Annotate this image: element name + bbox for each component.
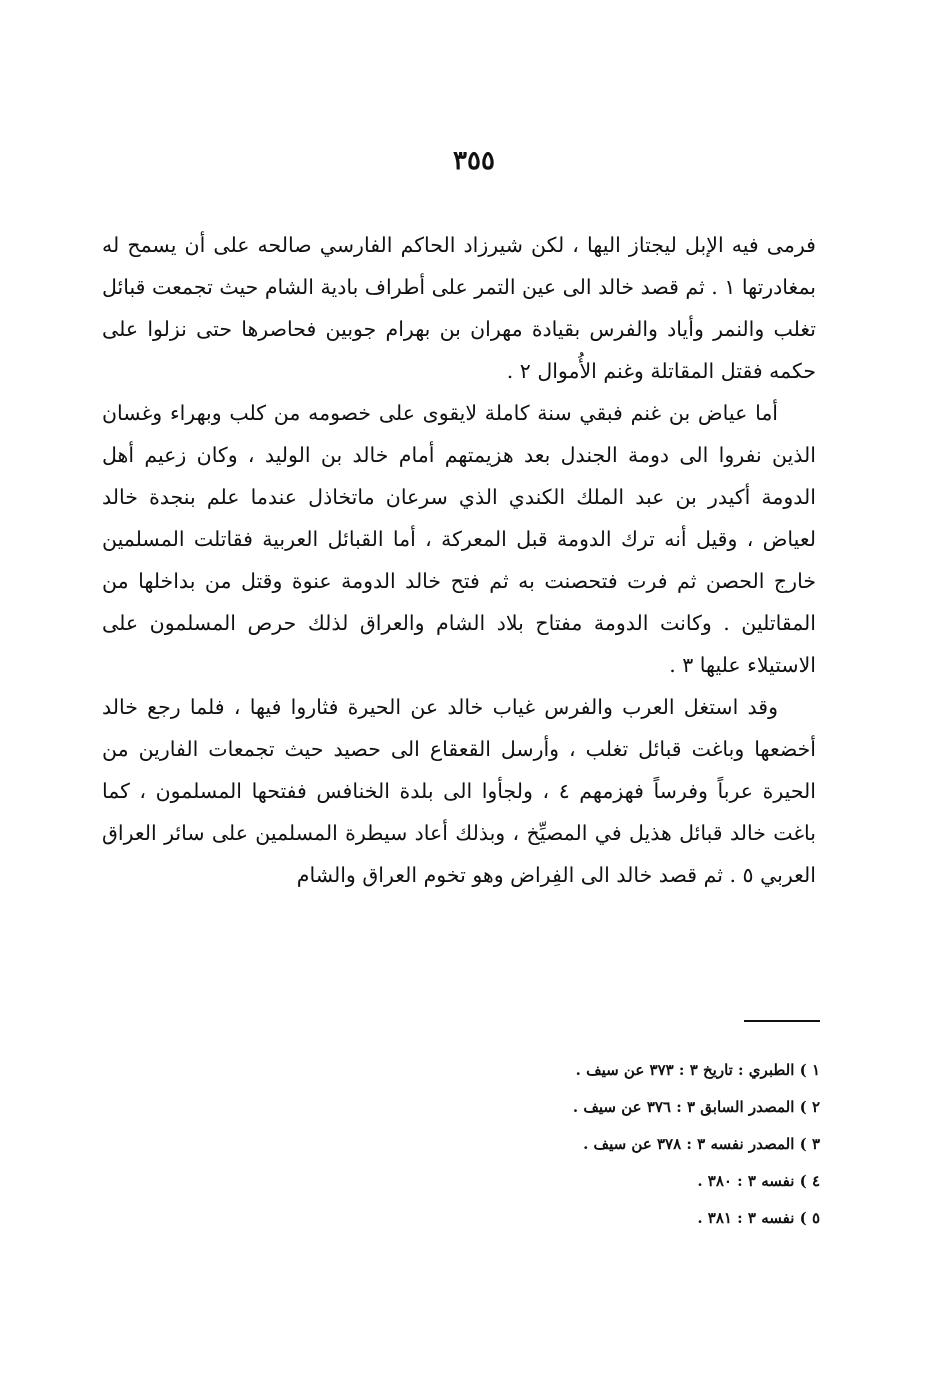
footnote-2: ٢ ) المصدر السابق ٣ : ٣٧٦ عن سيف . (572, 1098, 820, 1116)
footnote-3: ٣ ) المصدر نفسه ٣ : ٣٧٨ عن سيف . (583, 1135, 820, 1153)
footnote-4: ٤ ) نفسه ٣ : ٣٨٠ . (697, 1172, 820, 1190)
body-text (102, 224, 816, 896)
footnote-5: ٥ ) نفسه ٣ : ٣٨١ . (697, 1209, 820, 1227)
footnotes-section (102, 1052, 820, 1237)
paragraph-3: وقد استغل العرب والفرس غياب خالد عن الحيرة فثاروا فيها ، فلما رجع خالد أخضعها وباغت قبائل تغلب ، وأرسل القعقاع الى حصيد حيث تجمعات الفارين من الحيرة عرباً وفرساً فهزمهم ٤ ، ولجأوا الى بلدة الخنافس ففتحها المسلمون ، كما باغت خالد قبائل هذيل في المصيِّخ ، وبذلك أعاد سيطرة المسلمين على سائر العراق العربي ٥ . ثم قصد خالد الى الفِراض وهو تخوم العراق والشام (102, 695, 816, 887)
footnote-separator (744, 1020, 820, 1022)
footnote-1: ١ ) الطبري : تاريخ ٣ : ٣٧٣ عن سيف . (575, 1061, 820, 1079)
page-number: ٣٥٥ (453, 146, 495, 176)
paragraph-2: أما عياض بن غنم فبقي سنة كاملة لايقوى على خصومه من كلب وبهراء وغسان الذين نفروا الى دومة الجندل بعد هزيمتهم أمام خالد بن الوليد ، وكان زعيم أهل الدومة أكيدر بن عبد الملك الكندي الذي سرعان ماتخاذل عندما علم بنجدة خالد لعياض ، وقيل أنه ترك الدومة قبل المعركة ، أما القبائل العربية فقاتلت المسلمين خارج الحصن ثم فرت فتحصنت به ثم فتح خالد الدومة عنوة وقتل من بداخلها من المقاتلين . وكانت الدومة مفتاح بلاد الشام والعراق لذلك حرص المسلمون على الاستيلاء عليها ٣ . (102, 401, 816, 677)
paragraph-1: فرمى فيه الإبل ليجتاز اليها ، لكن شيرزاد الحاكم الفارسي صالحه على أن يسمح له بمغادرتها ١ . ثم قصد خالد الى عين التمر على أطراف بادية الشام حيث تجمعت قبائل تغلب والنمر وأياد والفرس بقيادة مهران بن بهرام جوبين فحاصرها حتى نزلوا على حكمه فقتل المقاتلة وغنم الأُموال ٢ . (102, 233, 817, 383)
